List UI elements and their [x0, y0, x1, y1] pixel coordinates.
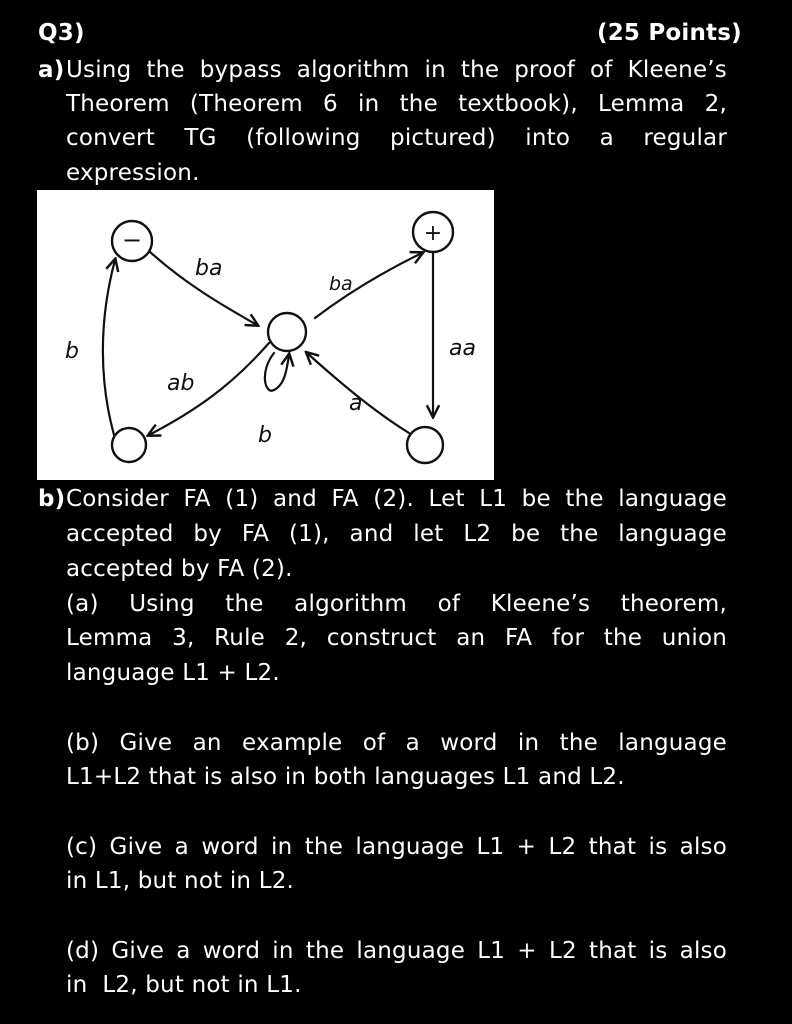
label-center-loop: b	[258, 423, 272, 448]
part-a-line-1: Using the bypass algorithm in the proof of Kleene’s	[66, 57, 727, 83]
transition-graph-svg	[37, 190, 494, 480]
transition-graph-diagram	[37, 190, 494, 480]
label-final-to-bottom-right: aa	[449, 336, 476, 361]
part-b-intro-line-1: Consider FA (1) and FA (2). Let L1 be the language	[66, 486, 727, 512]
start-state-mark: −	[121, 226, 143, 254]
part-b-sub-a-line-1: (a) Using the algorithm of Kleene’s theorem,	[66, 591, 727, 617]
part-b-sub-c-line-2: in L1, but not in L2.	[66, 868, 295, 894]
part-a-line-3: convert TG (following pictured) into a regular	[66, 125, 727, 151]
part-b-sub-b-line-2: L1+L2 that is also in both languages L1 and L2.	[66, 764, 625, 790]
part-a-label: a)	[38, 57, 65, 83]
part-a-line-4: expression.	[66, 160, 200, 186]
edge-bottom-left-to-start	[103, 260, 115, 435]
part-b-sub-a-line-3: language L1 + L2.	[66, 660, 280, 686]
question-number: Q3)	[38, 20, 85, 46]
state-bottom-left	[112, 428, 146, 462]
label-start-to-center: ba	[195, 256, 223, 281]
part-b-sub-d-line-1: (d) Give a word in the language L1 + L2 that is also	[66, 938, 727, 964]
part-b-intro-line-3: accepted by FA (2).	[66, 556, 293, 582]
state-center	[268, 313, 306, 351]
part-b-intro-line-2: accepted by FA (1), and let L2 be the language	[66, 521, 727, 547]
part-b-sub-a-line-2: Lemma 3, Rule 2, construct an FA for the union	[66, 625, 727, 651]
edge-center-loop	[265, 353, 289, 391]
final-state-mark: +	[423, 221, 443, 246]
label-center-to-final: ba	[329, 273, 353, 295]
part-b-sub-c-line-1: (c) Give a word in the language L1 + L2 that is also	[66, 834, 727, 860]
state-bottom-right	[407, 427, 443, 463]
label-bottom-right-to-center: a	[349, 391, 363, 416]
label-center-to-bottom-left: ab	[167, 371, 195, 396]
question-points: (25 Points)	[597, 20, 742, 46]
part-b-sub-b-line-1: (b) Give an example of a word in the language	[66, 730, 727, 756]
part-a-line-2: Theorem (Theorem 6 in the textbook), Lemma 2,	[66, 91, 727, 117]
part-b-sub-d-line-2: in L2, but not in L1.	[66, 972, 302, 998]
label-bottom-left-to-start: b	[65, 339, 79, 364]
part-b-label: b)	[38, 486, 66, 512]
